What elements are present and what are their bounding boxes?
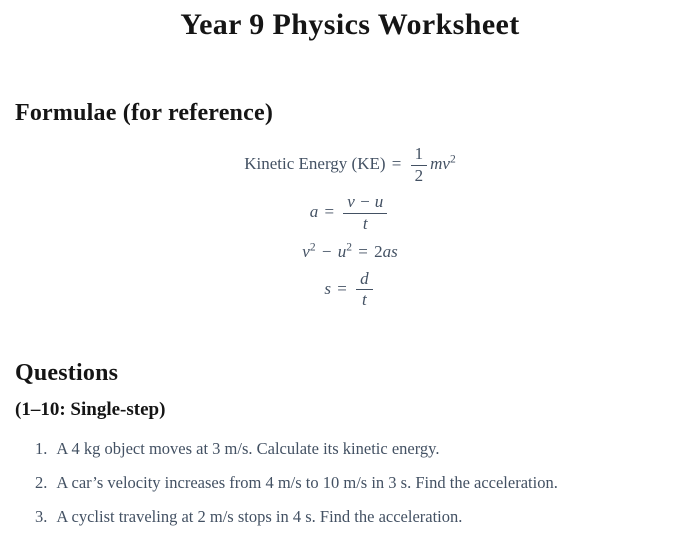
formula-block: [0, 141, 700, 314]
question-number: 2.: [35, 472, 48, 492]
variable-v: v: [302, 241, 310, 261]
equals-sign: =: [391, 154, 402, 174]
question-text: A 4 kg object moves at 3 m/s. Calculate its kinetic energy.: [56, 439, 440, 459]
exponent: 2: [449, 152, 456, 166]
fraction-numerator: d: [360, 268, 369, 288]
question-text: A car’s velocity increases from 4 m/s to 10 m/s in 3 s. Find the acceleration.: [56, 472, 558, 492]
subsection-heading-single-step: (1–10: Single-step): [15, 399, 166, 421]
fraction-d-over-t: [356, 270, 373, 310]
equation-label: Kinetic Energy (KE): [244, 154, 386, 174]
fraction-denominator: t: [356, 289, 373, 310]
question-text: A cyclist traveling at 2 m/s stops in 4 s. Find the acceleration.: [56, 506, 463, 526]
fraction-one-half: [411, 145, 428, 185]
equation-kinetic-energy: [244, 145, 456, 185]
fraction-denominator: t: [343, 213, 387, 234]
fraction-denominator: 2: [411, 165, 428, 186]
fraction-v-minus-u-over-t: [343, 193, 387, 233]
variable-s: s: [324, 278, 332, 298]
exponent: 2: [346, 240, 352, 254]
variable-as: as: [382, 241, 398, 261]
section-heading-formulae: Formulae (for reference): [15, 100, 274, 126]
question-number: 1.: [35, 439, 48, 459]
equals-sign: =: [337, 278, 347, 298]
equals-sign: =: [324, 202, 335, 222]
fraction-numerator: v − u: [347, 192, 384, 212]
equation-acceleration: [310, 193, 391, 233]
equation-suvat: [302, 242, 397, 262]
variable-a: a: [309, 202, 319, 222]
question-item: [0, 439, 700, 459]
equals-sign: =: [358, 241, 368, 261]
section-heading-questions: Questions: [15, 360, 119, 387]
question-item: [0, 473, 700, 493]
coefficient: 2: [374, 241, 383, 261]
variable-u: u: [337, 241, 347, 261]
question-number: 3.: [35, 506, 48, 526]
page-title: Year 9 Physics Worksheet: [180, 8, 520, 41]
fraction-numerator: 1: [414, 144, 424, 163]
question-item: [0, 507, 700, 527]
question-list: [0, 439, 700, 526]
exponent: 2: [309, 240, 316, 254]
variable-mv: mv: [430, 154, 450, 174]
minus-sign: −: [321, 241, 332, 261]
equation-speed: [324, 270, 375, 310]
